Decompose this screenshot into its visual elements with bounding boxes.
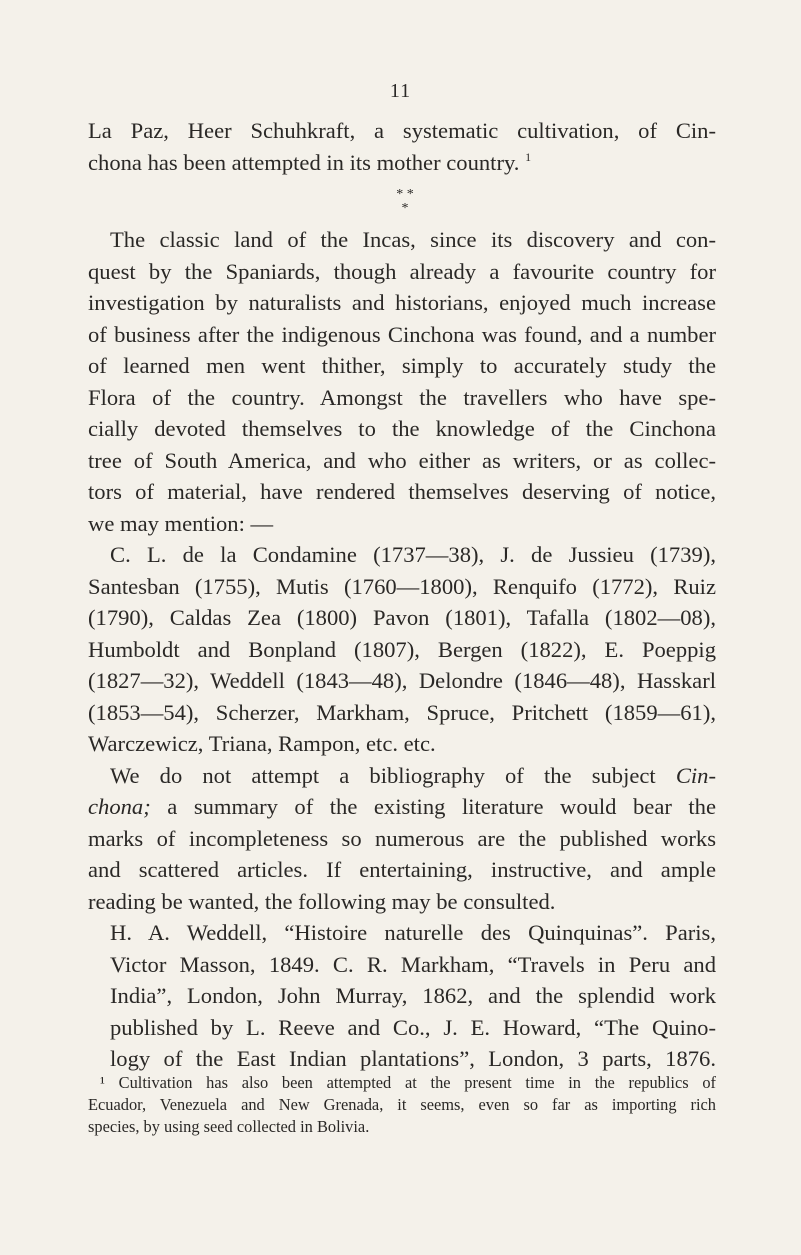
text-line: Humboldt and Bonpland (1807), Bergen (1822), E. Poeppig bbox=[88, 636, 716, 662]
text-line: chona; a summary of the existing literature would bear the bbox=[88, 794, 716, 819]
text-line: we may mention: — bbox=[88, 510, 274, 536]
text-line: and scattered articles. If entertaining, instructive, and ample bbox=[88, 857, 716, 882]
text-line: quest by the Spaniards, though already a favourite country for bbox=[88, 258, 716, 284]
text-line: India”, London, John Murray, 1862, and the splendid work bbox=[110, 983, 716, 1008]
page-number: 11 bbox=[389, 80, 412, 102]
text-line: chona has been attempted in its mother country. $^1$ bbox=[88, 149, 532, 175]
italic-term: Cin- bbox=[675, 762, 716, 788]
paragraph-5-references bbox=[88, 917, 716, 1075]
text-line: La Paz, Heer Schuhkraft, a systematic cultivation, of Cin- bbox=[88, 118, 716, 143]
text-line: (1827—32), Weddell (1843—48), Delondre (1846—48), Hasskarl bbox=[88, 668, 716, 693]
text-line: of business after the indigenous Cinchona was found, and a number bbox=[88, 321, 716, 347]
asterisk-pair: * * bbox=[396, 187, 414, 202]
text-line: (1790), Caldas Zea (1800) Pavon (1801), Tafalla (1802—08), bbox=[88, 605, 716, 630]
paragraph-2 bbox=[88, 224, 716, 539]
text-line: reading be wanted, the following may be consulted. bbox=[88, 888, 556, 914]
text-line: of learned men went thither, simply to accurately study the bbox=[88, 353, 716, 378]
text-line: Flora of the country. Amongst the travellers who have spe- bbox=[88, 384, 716, 410]
asterisk-single: * bbox=[401, 201, 409, 216]
paragraph-4 bbox=[88, 760, 716, 918]
footnote bbox=[88, 1072, 716, 1138]
text-line: tree of South America, and who either as writers, or as collec- bbox=[88, 447, 716, 473]
text-line: H. A. Weddell, “Histoire naturelle des Quinquinas”. Paris, bbox=[110, 920, 716, 945]
footnote-line: Ecuador, Venezuela and New Grenada, it seems, even so far as importing rich bbox=[88, 1095, 716, 1114]
footnote-line: ¹ Cultivation has also been attempted at the present time in the republics of bbox=[100, 1073, 716, 1092]
text-line: Victor Masson, 1849. C. R. Markham, “Travels in Peru and bbox=[110, 951, 716, 977]
section-separator bbox=[94, 188, 716, 216]
text-line: logy of the East Indian plantations”, London, 3 parts, 1876. bbox=[110, 1046, 716, 1071]
text-line: (1853—54), Scherzer, Markham, Spruce, Pritchett (1859—61), bbox=[88, 699, 716, 725]
text-line: published by L. Reeve and Co., J. E. Howard, “The Quino- bbox=[110, 1014, 716, 1040]
text-line: marks of incompleteness so numerous are the published works bbox=[88, 825, 716, 851]
text-line: cially devoted themselves to the knowledge of the Cinchona bbox=[88, 416, 716, 441]
italic-term: chona; bbox=[88, 794, 151, 819]
main-text bbox=[88, 115, 716, 1075]
footnote-marker: ¹ bbox=[100, 1073, 105, 1092]
text-line: investigation by naturalists and historians, enjoyed much increase bbox=[88, 290, 716, 315]
text-line: Santesban (1755), Mutis (1760—1800), Renquifo (1772), Ruiz bbox=[88, 573, 716, 599]
paragraph-3-travellers-list bbox=[88, 539, 716, 760]
paragraph-1 bbox=[88, 115, 716, 178]
text-line: The classic land of the Incas, since its discovery and con- bbox=[110, 227, 716, 252]
text-line: C. L. de la Condamine (1737—38), J. de Jussieu (1739), bbox=[110, 542, 716, 567]
text-line: Warczewicz, Triana, Rampon, etc. etc. bbox=[88, 731, 436, 756]
footnote-line: species, by using seed collected in Bolivia. bbox=[88, 1117, 370, 1136]
footnote-reference: 1 bbox=[525, 149, 532, 164]
text-line: We do not attempt a bibliography of the subject Cin- bbox=[110, 762, 716, 788]
text-line: tors of material, have rendered themselves deserving of notice, bbox=[88, 479, 716, 504]
